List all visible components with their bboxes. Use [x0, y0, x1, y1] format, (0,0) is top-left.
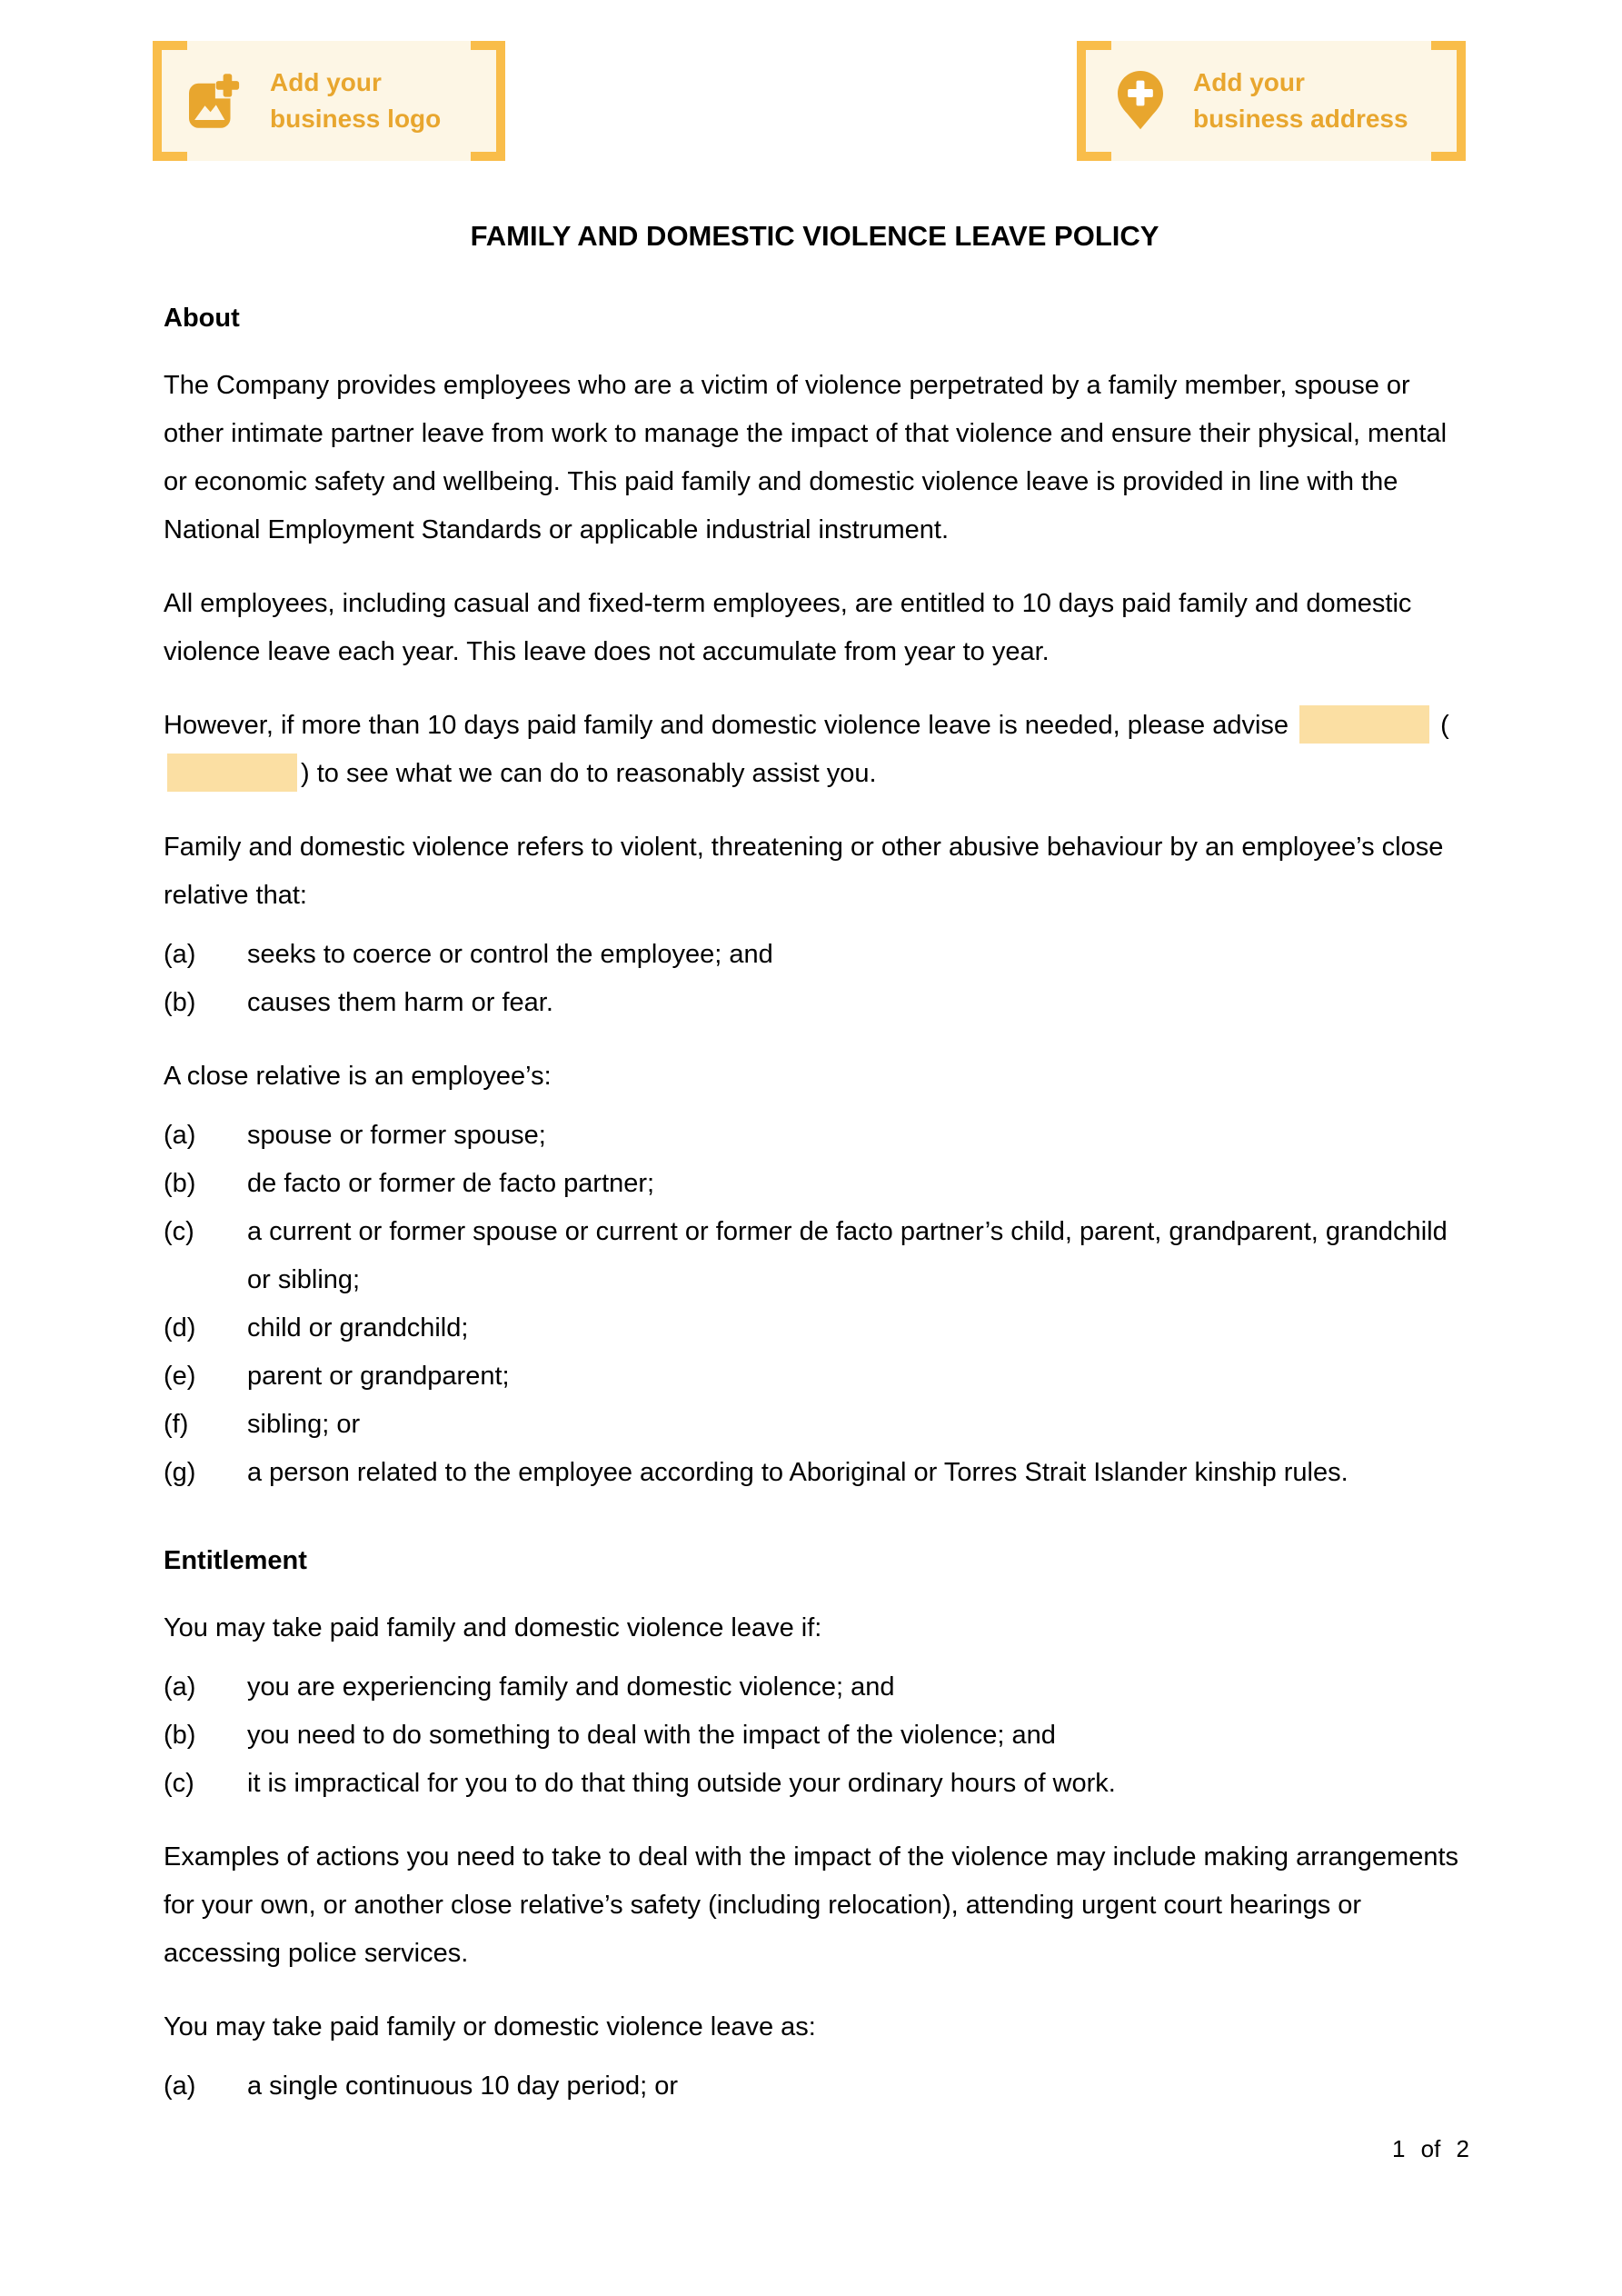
list-item: [164, 1160, 1466, 1208]
list-item-text: a person related to the employee according to Aboriginal or Torres Strait Islander kinship rules.: [247, 1458, 1348, 1487]
list-marker: (a): [164, 1121, 196, 1150]
list-item-text: spouse or former spouse;: [247, 1121, 546, 1150]
list-item: [164, 979, 1466, 1027]
list-item-text: child or grandchild;: [247, 1313, 469, 1343]
list-marker: (a): [164, 2071, 196, 2101]
list-item: [164, 1663, 1466, 1712]
list-item-text: sibling; or: [247, 1410, 361, 1439]
page-title: FAMILY AND DOMESTIC VIOLENCE LEAVE POLICY: [470, 220, 1159, 252]
list-item: [164, 1401, 1466, 1449]
contact-detail-blank-placeholder[interactable]: [167, 754, 297, 792]
list-item: [164, 2062, 1466, 2111]
list-item-text: you need to do something to deal with the impact of the violence; and: [247, 1721, 1056, 1750]
logo-placeholder-label: Add your business logo: [270, 68, 442, 133]
list-marker: (a): [164, 1672, 196, 1702]
list-item-text: parent or grandparent;: [247, 1362, 510, 1391]
list-item-text: causes them harm or fear.: [247, 988, 553, 1017]
list-marker: (f): [164, 1410, 189, 1439]
list-item-text: you are experiencing family and domestic violence; and: [247, 1672, 895, 1702]
list-item-text: it is impractical for you to do that thing outside your ordinary hours of work.: [247, 1769, 1116, 1798]
paragraph-definition-intro: Family and domestic violence refers to violent, threatening or other abusive behaviour by an employee’s close relative that:: [164, 833, 1444, 910]
paragraph-about-1: The Company provides employees who are a victim of violence perpetrated by a family member, spouse or other intimate partner leave from work to manage the impact of that violence and ensure their physical, mental or economic safety and wellbeing. This paid family and domestic violence leave is provided in line with the National Employment Standards or applicable industrial instrument.: [164, 371, 1448, 544]
about-heading: About: [164, 304, 240, 333]
list-marker: (e): [164, 1362, 196, 1391]
list-marker: (b): [164, 1721, 196, 1750]
list-item-text: de facto or former de facto partner;: [247, 1169, 655, 1198]
list-item-text: a single continuous 10 day period; or: [247, 2071, 678, 2101]
take-as-list: [164, 2062, 1466, 2111]
list-marker: (c): [164, 1769, 194, 1798]
paragraph-examples: Examples of actions you need to take to deal with the impact of the violence may include making arrangements for your own, or another close relative’s safety (including relocation), attending urgent court hearings or accessing police services.: [164, 1842, 1459, 1968]
list-marker: (d): [164, 1313, 196, 1343]
paragraph-advise: [164, 702, 1466, 798]
advise-text-before: However, if more than 10 days paid family and domestic violence leave is needed, please advise: [164, 711, 1289, 740]
entitlement-heading: Entitlement: [164, 1546, 307, 1575]
list-item: [164, 1760, 1466, 1808]
list-item: [164, 1449, 1466, 1497]
list-marker: (a): [164, 940, 196, 969]
list-item-text: a current or former spouse or current or former de facto partner’s child, parent, grandparent, grandchild or sibling;: [247, 1217, 1448, 1294]
paragraph-about-2: All employees, including casual and fixed-term employees, are entitled to 10 days paid family and domestic violence leave each year. This leave does not accumulate from year to year.: [164, 589, 1412, 666]
page-number: 1 of 2: [1391, 2135, 1469, 2162]
list-marker: (b): [164, 988, 196, 1017]
advise-open-paren: (: [1440, 711, 1449, 740]
contact-name-blank-placeholder[interactable]: [1299, 705, 1429, 744]
list-item-text: seeks to coerce or control the employee; and: [247, 940, 773, 969]
behaviour-list: [164, 931, 1466, 1027]
list-item: [164, 1112, 1466, 1160]
list-item: [164, 931, 1466, 979]
list-item: [164, 1712, 1466, 1760]
address-placeholder-label: Add your business address: [1193, 68, 1408, 133]
list-item: [164, 1208, 1466, 1304]
entitlement-conditions-list: [164, 1663, 1466, 1808]
list-item: [164, 1304, 1466, 1353]
paragraph-take-as-intro: You may take paid family or domestic violence leave as:: [164, 2012, 816, 2041]
paragraph-close-relative-intro: A close relative is an employee’s:: [164, 1062, 552, 1091]
list-marker: (b): [164, 1169, 196, 1198]
list-marker: (c): [164, 1217, 194, 1246]
paragraph-entitlement-intro: You may take paid family and domestic violence leave if:: [164, 1613, 822, 1642]
advise-text-after: ) to see what we can do to reasonably assist you.: [301, 759, 877, 788]
list-item: [164, 1353, 1466, 1401]
list-marker: (g): [164, 1458, 196, 1487]
document-content: [164, 0, 1466, 2111]
close-relative-list: [164, 1112, 1466, 1497]
